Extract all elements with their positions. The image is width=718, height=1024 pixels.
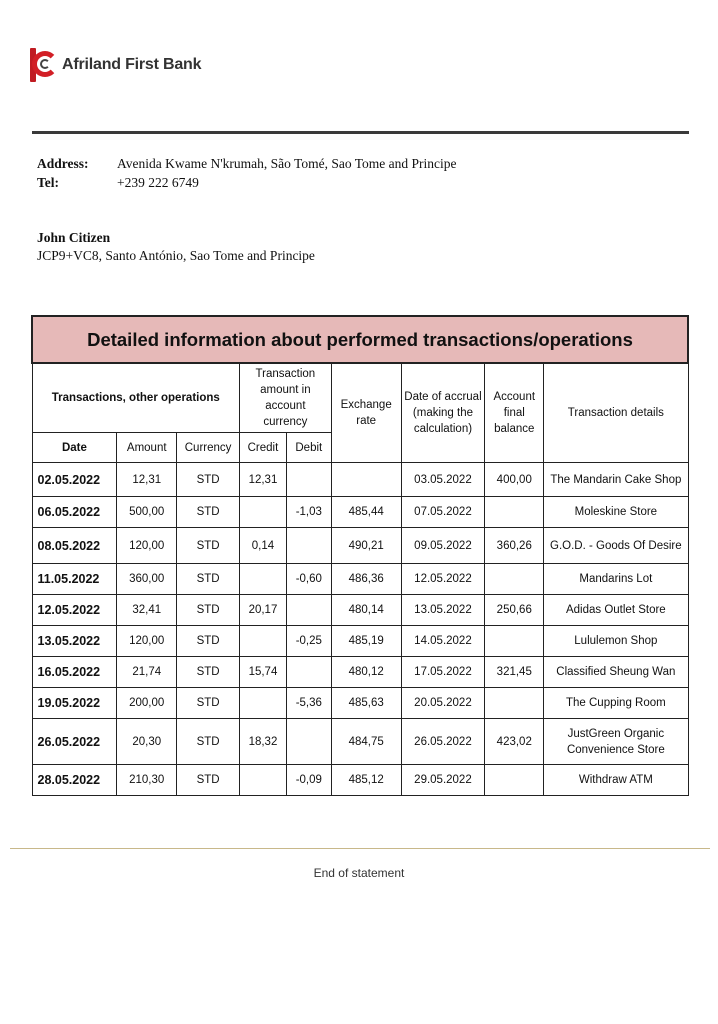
row-accrual-date: 17.05.2022 bbox=[401, 657, 485, 688]
row-accrual-date: 09.05.2022 bbox=[401, 528, 485, 564]
header-date-of-accrual: Date of accrual (making the calculation) bbox=[401, 363, 485, 463]
table-row bbox=[32, 564, 688, 595]
table-row bbox=[32, 688, 688, 719]
header-divider bbox=[32, 131, 689, 134]
row-credit: 0,14 bbox=[240, 528, 287, 564]
header-transactions: Transactions, other operations bbox=[32, 363, 240, 433]
row-amount: 210,30 bbox=[117, 765, 177, 796]
row-date: 19.05.2022 bbox=[32, 688, 117, 719]
row-exchange-rate: 480,14 bbox=[331, 595, 401, 626]
header-amount: Amount bbox=[117, 433, 177, 463]
row-credit bbox=[240, 688, 287, 719]
row-details: Moleskine Store bbox=[544, 497, 688, 528]
bank-address-block bbox=[37, 154, 456, 192]
row-amount: 500,00 bbox=[117, 497, 177, 528]
row-debit bbox=[286, 719, 331, 765]
row-date: 28.05.2022 bbox=[32, 765, 117, 796]
row-exchange-rate bbox=[331, 463, 401, 497]
row-details: JustGreen Organic Convenience Store bbox=[544, 719, 688, 765]
row-currency: STD bbox=[177, 595, 240, 626]
row-date: 02.05.2022 bbox=[32, 463, 117, 497]
header-currency: Currency bbox=[177, 433, 240, 463]
row-credit: 12,31 bbox=[240, 463, 287, 497]
bank-logo bbox=[30, 48, 201, 82]
row-balance bbox=[485, 688, 544, 719]
row-balance: 360,26 bbox=[485, 528, 544, 564]
row-amount: 12,31 bbox=[117, 463, 177, 497]
row-date: 06.05.2022 bbox=[32, 497, 117, 528]
row-currency: STD bbox=[177, 497, 240, 528]
row-details: G.O.D. - Goods Of Desire bbox=[544, 528, 688, 564]
row-date: 16.05.2022 bbox=[32, 657, 117, 688]
row-debit bbox=[286, 595, 331, 626]
row-accrual-date: 03.05.2022 bbox=[401, 463, 485, 497]
customer-block bbox=[37, 229, 315, 265]
row-debit: -0,60 bbox=[286, 564, 331, 595]
row-date: 13.05.2022 bbox=[32, 626, 117, 657]
row-amount: 21,74 bbox=[117, 657, 177, 688]
transactions-table bbox=[31, 315, 689, 796]
row-credit bbox=[240, 564, 287, 595]
customer-name: John Citizen bbox=[37, 230, 111, 245]
row-amount: 360,00 bbox=[117, 564, 177, 595]
row-balance: 400,00 bbox=[485, 463, 544, 497]
row-details: Classified Sheung Wan bbox=[544, 657, 688, 688]
row-credit bbox=[240, 765, 287, 796]
row-exchange-rate: 486,36 bbox=[331, 564, 401, 595]
row-exchange-rate: 490,21 bbox=[331, 528, 401, 564]
row-debit: -0,25 bbox=[286, 626, 331, 657]
row-currency: STD bbox=[177, 765, 240, 796]
row-debit bbox=[286, 463, 331, 497]
header-date: Date bbox=[32, 433, 117, 463]
tel-label: Tel: bbox=[37, 175, 60, 190]
header-debit: Debit bbox=[286, 433, 331, 463]
row-balance: 321,45 bbox=[485, 657, 544, 688]
row-details: Mandarins Lot bbox=[544, 564, 688, 595]
customer-address: JCP9+VC8, Santo António, Sao Tome and Principe bbox=[37, 248, 315, 263]
row-debit: -0,09 bbox=[286, 765, 331, 796]
row-details: Withdraw ATM bbox=[544, 765, 688, 796]
row-balance bbox=[485, 564, 544, 595]
row-credit: 15,74 bbox=[240, 657, 287, 688]
table-row bbox=[32, 595, 688, 626]
row-date: 11.05.2022 bbox=[32, 564, 117, 595]
row-amount: 32,41 bbox=[117, 595, 177, 626]
row-accrual-date: 26.05.2022 bbox=[401, 719, 485, 765]
row-debit bbox=[286, 657, 331, 688]
row-balance: 423,02 bbox=[485, 719, 544, 765]
table-row bbox=[32, 497, 688, 528]
table-row bbox=[32, 657, 688, 688]
table-row bbox=[32, 719, 688, 765]
row-exchange-rate: 485,44 bbox=[331, 497, 401, 528]
row-date: 26.05.2022 bbox=[32, 719, 117, 765]
row-currency: STD bbox=[177, 463, 240, 497]
row-debit bbox=[286, 528, 331, 564]
row-amount: 20,30 bbox=[117, 719, 177, 765]
row-debit: -1,03 bbox=[286, 497, 331, 528]
row-exchange-rate: 484,75 bbox=[331, 719, 401, 765]
row-balance bbox=[485, 497, 544, 528]
row-exchange-rate: 485,19 bbox=[331, 626, 401, 657]
header-account-final-balance: Account final balance bbox=[485, 363, 544, 463]
row-credit: 20,17 bbox=[240, 595, 287, 626]
address-label: Address: bbox=[37, 156, 89, 171]
row-amount: 120,00 bbox=[117, 528, 177, 564]
row-balance bbox=[485, 765, 544, 796]
header-transaction-details: Transaction details bbox=[544, 363, 688, 463]
tel-value: +239 222 6749 bbox=[117, 175, 199, 190]
row-accrual-date: 13.05.2022 bbox=[401, 595, 485, 626]
footer-divider bbox=[10, 848, 710, 849]
table-row bbox=[32, 765, 688, 796]
row-details: Adidas Outlet Store bbox=[544, 595, 688, 626]
row-currency: STD bbox=[177, 688, 240, 719]
bank-logo-icon bbox=[30, 48, 58, 82]
table-row bbox=[32, 528, 688, 564]
row-exchange-rate: 485,63 bbox=[331, 688, 401, 719]
row-credit bbox=[240, 626, 287, 657]
row-currency: STD bbox=[177, 528, 240, 564]
row-accrual-date: 14.05.2022 bbox=[401, 626, 485, 657]
row-debit: -5,36 bbox=[286, 688, 331, 719]
row-currency: STD bbox=[177, 564, 240, 595]
row-credit: 18,32 bbox=[240, 719, 287, 765]
row-currency: STD bbox=[177, 657, 240, 688]
end-of-statement: End of statement bbox=[313, 866, 405, 880]
row-details: Lululemon Shop bbox=[544, 626, 688, 657]
row-currency: STD bbox=[177, 626, 240, 657]
row-accrual-date: 20.05.2022 bbox=[401, 688, 485, 719]
row-date: 08.05.2022 bbox=[32, 528, 117, 564]
row-accrual-date: 29.05.2022 bbox=[401, 765, 485, 796]
row-amount: 120,00 bbox=[117, 626, 177, 657]
row-balance: 250,66 bbox=[485, 595, 544, 626]
header-credit: Credit bbox=[240, 433, 287, 463]
table-title: Detailed information about performed transactions/operations bbox=[32, 316, 688, 363]
row-details: The Mandarin Cake Shop bbox=[544, 463, 688, 497]
row-balance bbox=[485, 626, 544, 657]
row-amount: 200,00 bbox=[117, 688, 177, 719]
row-exchange-rate: 480,12 bbox=[331, 657, 401, 688]
table-row bbox=[32, 463, 688, 497]
row-credit bbox=[240, 497, 287, 528]
row-currency: STD bbox=[177, 719, 240, 765]
row-accrual-date: 12.05.2022 bbox=[401, 564, 485, 595]
bank-name: Afriland First Bank bbox=[62, 56, 202, 73]
address-value: Avenida Kwame N'krumah, São Tomé, Sao Tome and Principe bbox=[117, 156, 457, 171]
row-exchange-rate: 485,12 bbox=[331, 765, 401, 796]
header-exchange-rate: Exchange rate bbox=[331, 363, 401, 463]
table-row bbox=[32, 626, 688, 657]
row-accrual-date: 07.05.2022 bbox=[401, 497, 485, 528]
row-date: 12.05.2022 bbox=[32, 595, 117, 626]
header-amount-account-currency: Transaction amount in account currency bbox=[240, 363, 332, 433]
row-details: The Cupping Room bbox=[544, 688, 688, 719]
